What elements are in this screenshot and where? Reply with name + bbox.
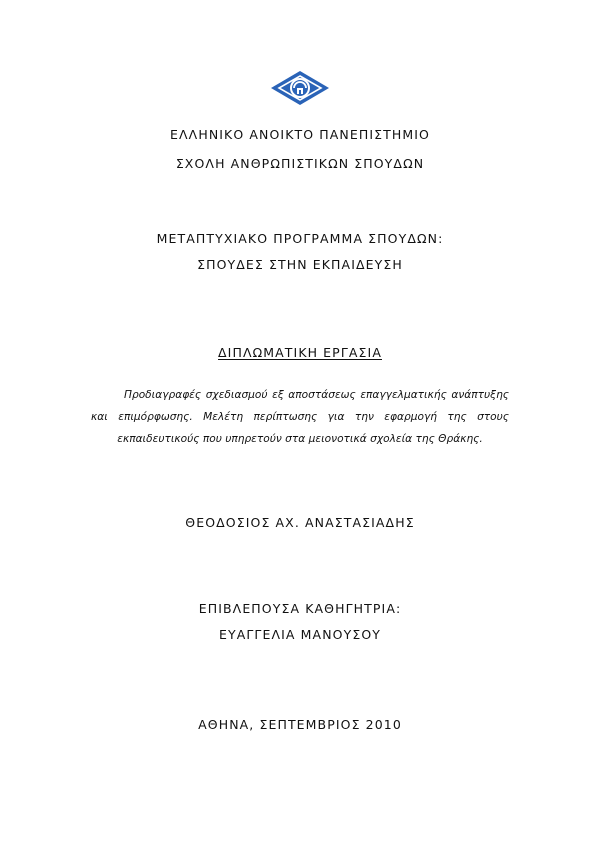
thesis-title: Προδιαγραφές σχεδιασμού εξ αποστάσεως επαγγελματικής ανάπτυξης και επιμόρφωσης. Μελέτη περίπτωσης για την εφαρμογή της στους εκπαιδευτικούς που υπηρετούν στα μειονοτικά σχολεία της Θράκης. (91, 389, 509, 445)
place-and-date: ΑΘΗΝΑ, ΣΕΠΤΕΜΒΡΙΟΣ 2010 (198, 717, 402, 732)
author-name: ΘΕΟΔΟΣΙΟΣ ΑΧ. ΑΝΑΣΤΑΣΙΑΔΗΣ (185, 515, 415, 530)
supervisor-name: ΕΥΑΓΓΕΛΙΑ ΜΑΝΟΥΣΟΥ (218, 627, 381, 642)
program-name: ΜΕΤΑΠΤΥΧΙΑΚΟ ΠΡΟΓΡΑΜΜΑ ΣΠΟΥΔΩΝ: (156, 231, 444, 246)
program-specialization: ΣΠΟΥΔΕΣ ΣΤΗΝ ΕΚΠΑΙΔΕΥΣΗ (197, 257, 403, 272)
university-logo-icon (270, 70, 330, 106)
supervisor-label: ΕΠΙΒΛΕΠΟΥΣΑ ΚΑΘΗΓΗΤΡΙΑ: (198, 601, 402, 616)
university-name: ΕΛΛΗΝΙΚΟ ΑΝΟΙΚΤΟ ΠΑΝΕΠΙΣΤΗΜΙΟ (170, 127, 430, 142)
school-name: ΣΧΟΛΗ ΑΝΘΡΩΠΙΣΤΙΚΩΝ ΣΠΟΥΔΩΝ (175, 156, 425, 171)
thesis-type-heading: ΔΙΠΛΩΜΑΤΙΚΗ ΕΡΓΑΣΙΑ (218, 345, 382, 360)
